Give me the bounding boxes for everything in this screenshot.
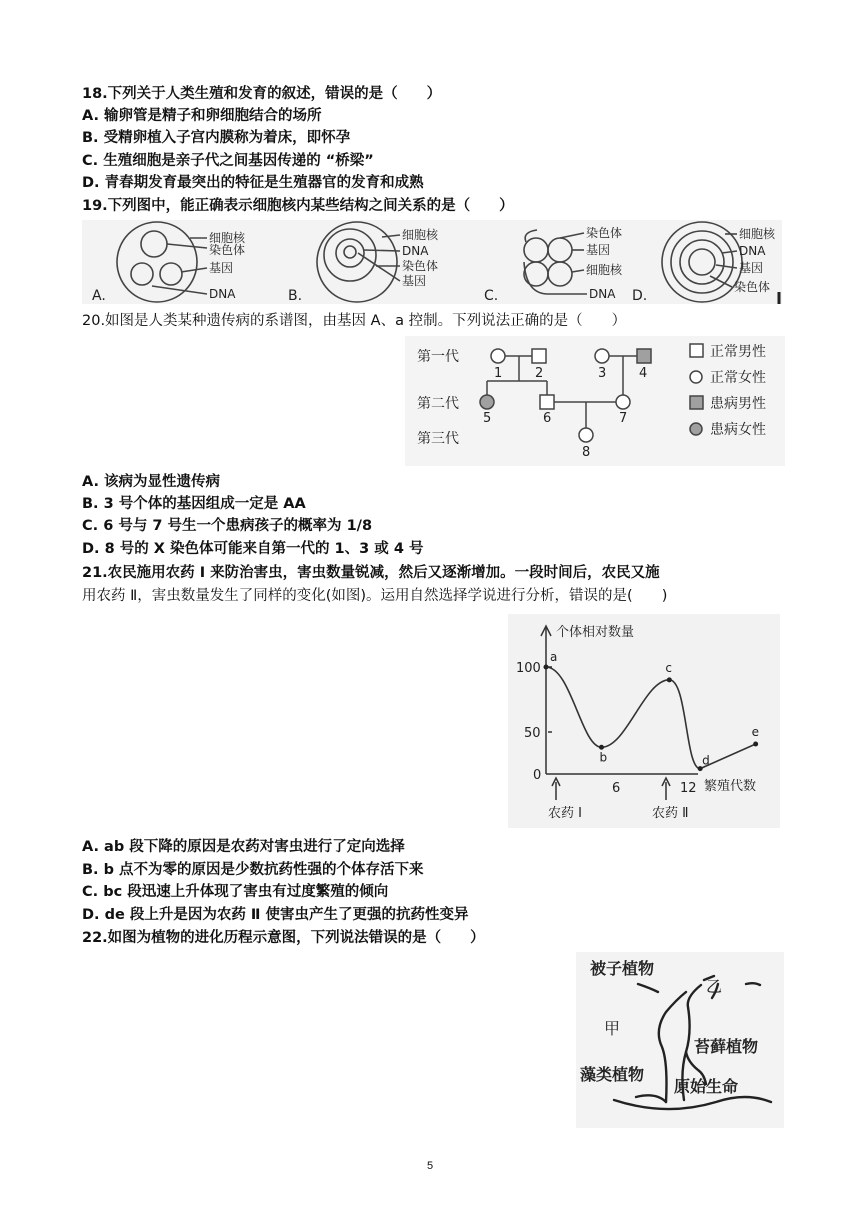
q22-stem: 22.如图为植物的进化历程示意图，下列说法错误的是（ ） (82, 930, 485, 946)
figC-label-gene: 基因 (586, 243, 611, 257)
label-origin: 原始生命 (674, 1077, 739, 1096)
gen2-label: 第二代 (417, 396, 459, 412)
id-8: 8 (582, 445, 591, 460)
id-4: 4 (639, 366, 648, 381)
q21-chart (508, 614, 780, 828)
individual-5 (480, 395, 494, 409)
id-5: 5 (483, 411, 492, 426)
q20-pedigree (405, 336, 785, 466)
x-axis-label: 繁殖代数 (704, 779, 757, 794)
q21-stem-line2: 用农药 Ⅱ，害虫数量发生了同样的变化(如图)。运用自然选择学说进行分析，错误的是( ) (82, 588, 668, 604)
point-b (599, 745, 604, 750)
q20-option-a: A. 该病为显性遗传病 (82, 474, 221, 490)
individual-8 (579, 428, 593, 442)
gen1-label: 第一代 (417, 349, 459, 365)
figA-gene-circle (131, 263, 153, 285)
q19-figure (82, 220, 782, 304)
q19-stem: 19.下列图中，能正确表示细胞核内某些结构之间关系的是（ ） (82, 198, 514, 214)
legend-normal-female-symbol (690, 371, 702, 383)
figD-label-chromosome: 染色体 (734, 280, 771, 294)
q20-stem: 20.如图是人类某种遗传病的系谱图，由基因 A、a 控制。下列说法正确的是（ ） (82, 313, 627, 329)
q18-stem: 18.下列关于人类生殖和发育的叙述，错误的是（ ） (82, 86, 442, 102)
id-7: 7 (619, 411, 628, 426)
id-6: 6 (543, 411, 552, 426)
figA-letter: A. (92, 288, 106, 304)
figA-label-dna: DNA (209, 287, 236, 301)
q21-stem-line1: 21.农民施用农药 Ⅰ 来防治害虫，害虫数量锐减，然后又逐渐增加。一段时间后，农民又施 (82, 565, 660, 581)
xtick-12: 12 (680, 781, 697, 796)
point-label-a: a (550, 650, 558, 664)
y-axis-label: 个体相对数量 (556, 625, 635, 640)
figD-label-gene: 基因 (739, 261, 764, 275)
figB-letter: B. (288, 288, 303, 304)
individual-1 (491, 349, 505, 363)
point-e (753, 742, 758, 747)
q21-option-b: B. b 点不为零的原因是少数抗药性强的个体存活下来 (82, 862, 424, 878)
q21-option-d: D. de 段上升是因为农药 Ⅱ 使害虫产生了更强的抗药性变异 (82, 907, 469, 923)
figB-label-dna: DNA (402, 244, 429, 258)
figB-outer-circle (317, 222, 397, 302)
xtick-6: 6 (612, 781, 621, 796)
label-algae: 藻类植物 (580, 1065, 645, 1084)
point-c (667, 677, 672, 682)
legend-affected-male: 患病男性 (710, 396, 766, 412)
legend-normal-male-symbol (690, 344, 703, 357)
pesticide-1-label: 农药 Ⅰ (548, 806, 582, 821)
legend-affected-female-symbol (690, 423, 702, 435)
figA-label-gene: 基因 (209, 261, 234, 275)
pesticide-2-label: 农药 Ⅱ (652, 806, 689, 821)
id-3: 3 (598, 366, 607, 381)
legend-affected-female: 患病女性 (710, 422, 766, 438)
legend-normal-male: 正常男性 (710, 344, 766, 360)
q21-option-a: A. ab 段下降的原因是农药对害虫进行了定向选择 (82, 839, 405, 855)
label-jia: 甲 (604, 1019, 621, 1038)
figC-label-nucleus: 细胞核 (586, 263, 623, 277)
q18-option-a: A. 输卵管是精子和卵细胞结合的场所 (82, 108, 322, 124)
legend-normal-female: 正常女性 (710, 370, 766, 386)
q20-option-b: B. 3 号个体的基因组成一定是 AA (82, 496, 306, 512)
population-curve (546, 667, 756, 769)
q21-option-c: C. bc 段迅速上升体现了害虫有过度繁殖的倾向 (82, 884, 389, 900)
individual-4 (637, 349, 651, 363)
figB-label-chromosome: 染色体 (402, 259, 439, 273)
q18-option-d: D. 青春期发育最突出的特征是生殖器官的发育和成熟 (82, 175, 424, 191)
figA-dna-circle (160, 263, 182, 285)
page-number: 5 (426, 1160, 434, 1172)
point-label-d: d (702, 753, 710, 768)
figA-label-nucleus: 细胞核 (209, 231, 246, 245)
figA-chromosome-circle (141, 231, 167, 257)
gen3-label: 第三代 (417, 431, 459, 447)
individual-2 (532, 349, 546, 363)
figA-label-chromosome: 染色体 (209, 243, 246, 257)
id-2: 2 (535, 366, 544, 381)
origin-branch (614, 1097, 771, 1109)
label-angiosperms: 被子植物 (590, 959, 655, 978)
tip-angio (638, 984, 658, 992)
tip-yi (746, 983, 760, 985)
q20-option-c: C. 6 号与 7 号生一个患病孩子的概率为 1/8 (82, 518, 373, 534)
label-yi: 乙 (706, 977, 723, 996)
label-moss: 苔藓植物 (694, 1037, 759, 1056)
point-a (544, 665, 549, 670)
individual-6 (540, 395, 554, 409)
figC-letter: C. (484, 288, 499, 304)
ytick-0: 0 (533, 768, 542, 783)
point-label-e: e (751, 725, 760, 740)
figD-label-nucleus: 细胞核 (739, 227, 776, 241)
q20-option-d: D. 8 号的 X 染色体可能来自第一代的 1、3 或 4 号 (82, 541, 424, 557)
q18-option-c: C. 生殖细胞是亲子代之间基因传递的 “桥梁” (82, 153, 374, 169)
figB-label-gene: 基因 (402, 274, 427, 288)
algae-branch (636, 1095, 666, 1102)
id-1: 1 (494, 366, 503, 381)
figD-letter: D. (632, 288, 648, 304)
legend-affected-male-symbol (690, 396, 703, 409)
figC-label-chromosome: 染色体 (586, 226, 623, 240)
point-label-b: b (599, 750, 608, 765)
ytick-100: 100 (516, 661, 541, 676)
figB-label-nucleus: 细胞核 (402, 228, 439, 242)
point-label-c: c (665, 660, 672, 675)
individual-7 (616, 395, 630, 409)
individual-3 (595, 349, 609, 363)
figD-label-dna: DNA (739, 244, 766, 258)
q22-evolution-tree (576, 952, 784, 1128)
q18-option-b: B. 受精卵植入子宫内膜称为着床，即怀孕 (82, 130, 351, 146)
figC-label-dna: DNA (589, 287, 616, 301)
ytick-50: 50 (524, 726, 541, 741)
